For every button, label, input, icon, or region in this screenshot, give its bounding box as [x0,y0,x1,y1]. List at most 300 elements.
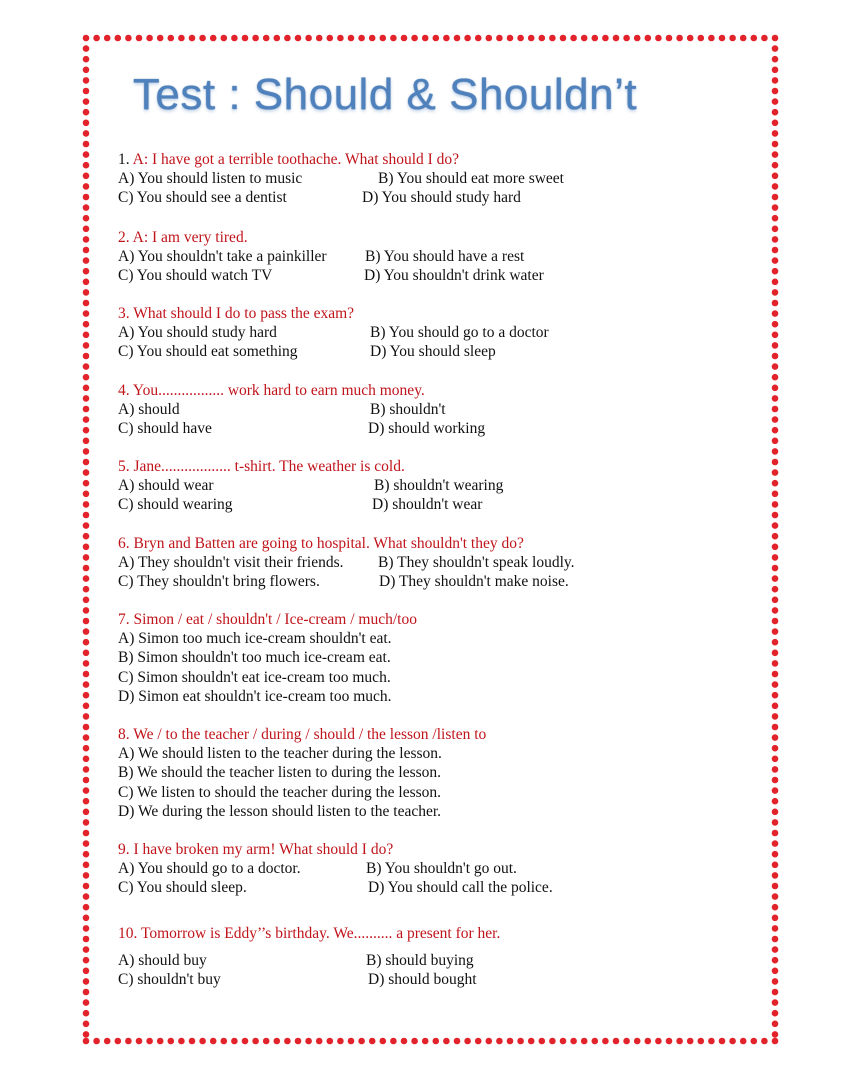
border-dot [83,713,90,720]
border-dot [231,35,238,42]
border-dot [772,385,779,392]
question-4-option-d[interactable]: D) should working [368,420,486,438]
border-dot [83,809,90,816]
question-4-option-b[interactable]: B) shouldn't [370,401,446,419]
border-dot [83,724,90,731]
border-dot [740,1038,747,1045]
question-10-text: 10. Tomorrow is Eddy’’s birthday. We.......... a present for her. [118,925,501,942]
border-dot [83,459,90,466]
question-4 [118,381,486,439]
border-dot [772,289,779,296]
border-dot [772,120,779,127]
border-dot [83,586,90,593]
border-dot [772,130,779,137]
border-dot [772,1021,779,1028]
question-9-option-d[interactable]: D) You should call the police. [368,879,553,897]
border-dot [83,300,90,307]
border-dot [83,893,90,900]
border-dot [83,385,90,392]
border-dot [178,1038,185,1045]
border-dot [560,1038,567,1045]
border-dot [83,787,90,794]
question-5-option-c[interactable]: C) should wearing [118,496,233,514]
border-dot [252,1038,259,1045]
border-dot [729,1038,736,1045]
border-dot [772,522,779,529]
border-dot [199,35,206,42]
border-dot [443,1038,450,1045]
border-dot [83,650,90,657]
border-dot [83,681,90,688]
border-dot [772,406,779,413]
question-6 [118,534,575,592]
border-dot [729,35,736,42]
border-dot [274,35,281,42]
border-dot [772,968,779,975]
border-dot [83,766,90,773]
border-dot [136,35,143,42]
page-title: Test : Should & Shouldn’t [132,70,638,119]
border-dot [337,35,344,42]
border-dot [772,395,779,402]
question-5-option-b[interactable]: B) shouldn't wearing [374,477,504,495]
border-dot [602,35,609,42]
border-dot [83,141,90,148]
question-2-text: 2. A: I am very tired. [118,229,248,246]
border-dot [772,618,779,625]
border-dot [719,1038,726,1045]
border-dot [772,204,779,211]
border-dot [539,1038,546,1045]
question-1-number: 1. [118,151,130,168]
border-dot [83,45,90,52]
border-dot [83,978,90,985]
border-dot [83,1031,90,1038]
question-6-option-c[interactable]: C) They shouldn't bring flowers. [118,573,320,591]
border-dot [422,35,429,42]
border-dot [83,597,90,604]
border-dot [83,999,90,1006]
border-dot [772,989,779,996]
border-dot [613,35,620,42]
border-dot [751,35,758,42]
question-10-option-d[interactable]: D) should bought [368,971,477,989]
question-7-option-d[interactable]: D) Simon eat shouldn't ice-cream too much. [118,687,392,705]
question-4-text: 4. You................. work hard to earn much money. [118,382,425,399]
question-10-option-a[interactable]: A) should buy [118,952,207,969]
border-dot [146,35,153,42]
border-dot [698,35,705,42]
border-dot [708,35,715,42]
question-3-option-d[interactable]: D) You should sleep [370,343,496,361]
question-9-option-c[interactable]: C) You should sleep. [118,879,247,897]
border-dot [655,1038,662,1045]
border-dot [539,35,546,42]
border-dot [761,1038,768,1045]
question-1-option-d[interactable]: D) You should study hard [362,189,521,207]
border-dot [549,1038,556,1045]
border-dot [231,1038,238,1045]
border-dot [83,756,90,763]
border-dot [83,35,90,42]
border-dot [83,173,90,180]
border-dot [390,35,397,42]
question-1-option-c[interactable]: C) You should see a dentist [118,189,287,207]
border-dot [83,130,90,137]
border-dot [772,353,779,360]
border-dot [93,35,100,42]
border-dot [719,35,726,42]
border-dot [115,35,122,42]
border-dot [751,1038,758,1045]
question-1-text [118,150,459,169]
border-dot [496,35,503,42]
border-dot [772,681,779,688]
border-dot [772,999,779,1006]
question-4-option-a[interactable]: A) should [118,401,180,419]
border-dot [613,1038,620,1045]
border-dot [645,35,652,42]
question-9-text: 9. I have broken my arm! What should I do? [118,841,394,858]
question-2-option-b[interactable]: B) You should have a rest [365,248,525,266]
border-dot [772,893,779,900]
border-dot [772,491,779,498]
border-dot [189,35,196,42]
border-dot [83,236,90,243]
border-dot [772,67,779,74]
border-dot [433,35,440,42]
border-dot [83,734,90,741]
border-dot [83,1021,90,1028]
border-dot [464,35,471,42]
border-dot [464,1038,471,1045]
border-dot [772,427,779,434]
border-dot [83,469,90,476]
border-dot [189,1038,196,1045]
border-dot [401,1038,408,1045]
border-dot [411,1038,418,1045]
question-3-text: 3. What should I do to pass the exam? [118,305,355,322]
border-dot [93,1038,100,1045]
border-dot [210,1038,217,1045]
border-dot [698,1038,705,1045]
border-dot [687,35,694,42]
border-dot [83,310,90,317]
border-dot [772,745,779,752]
question-3 [118,304,549,362]
border-dot [380,35,387,42]
border-dot [772,819,779,826]
border-dot [772,650,779,657]
border-dot [83,491,90,498]
border-dot [772,724,779,731]
border-dot [645,1038,652,1045]
border-dot [83,904,90,911]
border-dot [348,35,355,42]
border-dot [83,183,90,190]
border-dot [83,1038,90,1045]
border-dot [772,565,779,572]
border-dot [517,1038,524,1045]
question-10-option-c[interactable]: C) shouldn't buy [118,971,221,989]
border-dot [295,1038,302,1045]
border-dot [772,809,779,816]
border-dot [380,1038,387,1045]
question-10-options [118,951,477,989]
border-dot [83,480,90,487]
question-6-option-b[interactable]: B) They shouldn't speak loudly. [378,554,575,572]
border-dot [83,851,90,858]
border-dot [772,459,779,466]
border-dot [433,1038,440,1045]
border-dot [83,226,90,233]
question-3-option-c[interactable]: C) You should eat something [118,343,298,361]
border-dot [337,1038,344,1045]
border-dot [157,35,164,42]
border-dot [772,236,779,243]
border-dot [772,469,779,476]
question-6-option-a[interactable]: A) They shouldn't visit their friends. [118,554,344,572]
question-6-text: 6. Bryn and Batten are going to hospital. What shouldn't they do? [118,535,524,552]
question-9-option-a[interactable]: A) You should go to a doctor. [118,860,301,878]
border-dot [772,978,779,985]
border-dot [772,766,779,773]
border-dot [83,819,90,826]
border-dot [772,925,779,932]
question-1-option-a[interactable]: A) You should listen to music [118,170,303,188]
border-dot [772,840,779,847]
border-dot [221,35,228,42]
border-dot [772,607,779,614]
border-dot [221,1038,228,1045]
border-dot [560,35,567,42]
question-8-option-c[interactable]: C) We listen to should the teacher during the lesson. [118,783,442,801]
question-8 [118,725,486,821]
border-dot [168,1038,175,1045]
question-2-option-a[interactable]: A) You shouldn't take a painkiller [118,248,327,266]
border-dot [199,1038,206,1045]
border-dot [327,1038,334,1045]
border-dot [83,745,90,752]
border-dot [772,904,779,911]
question-10-option-b[interactable]: B) should buying [366,952,474,969]
question-5-option-a[interactable]: A) should wear [118,477,214,495]
border-dot [772,533,779,540]
border-dot [422,1038,429,1045]
border-dot [83,321,90,328]
border-dot [708,1038,715,1045]
border-dot [157,1038,164,1045]
border-dot [348,1038,355,1045]
question-7-option-b[interactable]: B) Simon shouldn't too much ice-cream eat. [118,649,391,667]
border-dot [772,183,779,190]
border-dot [83,671,90,678]
border-dot [772,936,779,943]
border-dot [772,692,779,699]
border-dot [772,756,779,763]
border-dot [772,162,779,169]
border-dot [83,56,90,63]
border-dot [666,35,673,42]
border-dot [83,247,90,254]
question-2 [118,228,544,286]
border-dot [772,957,779,964]
border-dot [772,77,779,84]
border-dot [772,151,779,158]
question-7-option-a[interactable]: A) Simon too much ice-cream shouldn't eat. [118,630,392,648]
border-dot [772,257,779,264]
border-dot [274,1038,281,1045]
border-dot [772,777,779,784]
border-dot [772,798,779,805]
border-dot [772,628,779,635]
border-dot [496,1038,503,1045]
border-dot [83,448,90,455]
border-dot [83,395,90,402]
border-dot [83,332,90,339]
border-dot [507,1038,514,1045]
border-dot [83,872,90,879]
question-3-option-b[interactable]: B) You should go to a doctor [370,324,549,342]
border-dot [83,512,90,519]
border-dot [486,35,493,42]
border-dot [83,363,90,370]
border-dot [772,109,779,116]
border-dot [83,830,90,837]
question-5-text: 5. Jane.................. t-shirt. The weather is cold. [118,458,405,475]
border-dot [570,35,577,42]
border-dot [772,480,779,487]
border-dot [83,565,90,572]
border-dot [210,35,217,42]
border-dot [83,798,90,805]
border-dot [178,35,185,42]
border-dot [358,1038,365,1045]
border-dot [305,1038,312,1045]
question-3-option-a[interactable]: A) You should study hard [118,324,277,342]
border-dot [83,342,90,349]
border-dot [772,88,779,95]
border-dot [369,35,376,42]
border-dot [327,35,334,42]
border-dot [772,1031,779,1038]
question-5-option-d[interactable]: D) shouldn't wear [372,496,483,514]
border-dot [83,501,90,508]
question-8-text: 8. We / to the teacher / during / should / the lesson /listen to [118,726,487,743]
border-dot [772,268,779,275]
question-8-option-b[interactable]: B) We should the teacher listen to during the lesson. [118,764,442,782]
border-dot [443,35,450,42]
border-dot [517,35,524,42]
border-dot [772,321,779,328]
border-dot [168,35,175,42]
border-dot [761,35,768,42]
border-dot [390,1038,397,1045]
border-dot [83,936,90,943]
border-dot [772,862,779,869]
border-dot [475,35,482,42]
question-10 [118,924,500,943]
border-dot [454,1038,461,1045]
border-dot [83,438,90,445]
border-dot [83,840,90,847]
border-dot [772,1010,779,1017]
border-dot [83,703,90,710]
border-dot [772,279,779,286]
border-dot [83,416,90,423]
border-dot [83,279,90,286]
question-8-option-a[interactable]: A) We should listen to the teacher during the lesson. [118,745,442,763]
border-dot [83,194,90,201]
border-dot [772,851,779,858]
border-dot [284,35,291,42]
question-7-option-c[interactable]: C) Simon shouldn't eat ice-cream too much. [118,668,391,686]
border-dot [284,1038,291,1045]
question-8-option-d[interactable]: D) We during the lesson should listen to the teacher. [118,802,442,820]
border-dot [83,151,90,158]
border-dot [676,1038,683,1045]
border-dot [83,268,90,275]
border-dot [772,501,779,508]
border-dot [772,215,779,222]
border-dot [83,607,90,614]
border-dot [454,35,461,42]
question-7-text: 7. Simon / eat / shouldn't / Ice-cream / much/too [118,611,417,628]
border-dot [634,35,641,42]
border-dot [772,915,779,922]
border-dot [772,512,779,519]
border-dot [570,1038,577,1045]
border-dot [83,554,90,561]
question-6-option-d[interactable]: D) They shouldn't make noise. [379,573,569,591]
border-dot [295,35,302,42]
border-dot [83,628,90,635]
question-4-option-c[interactable]: C) should have [118,420,212,438]
border-dot [772,639,779,646]
border-dot [772,226,779,233]
border-dot [83,968,90,975]
border-dot [772,45,779,52]
border-dot [83,162,90,169]
border-dot [252,35,259,42]
border-dot [772,544,779,551]
border-dot [104,35,111,42]
border-dot [623,1038,630,1045]
border-dot [623,35,630,42]
border-dot [581,1038,588,1045]
border-dot [602,1038,609,1045]
border-dot [581,35,588,42]
border-dot [83,533,90,540]
border-dot [772,438,779,445]
border-dot [369,1038,376,1045]
border-dot [528,1038,535,1045]
border-dot [83,120,90,127]
border-dot [411,35,418,42]
question-1-option-b[interactable]: B) You should eat more sweet [378,170,564,188]
border-dot [740,35,747,42]
question-2-option-c[interactable]: C) You should watch TV [118,267,273,285]
border-dot [772,703,779,710]
question-9-option-b[interactable]: B) You shouldn't go out. [366,860,517,878]
border-dot [242,1038,249,1045]
border-dot [263,35,270,42]
border-dot [83,522,90,529]
border-dot [772,883,779,890]
question-2-option-d[interactable]: D) You shouldn't drink water [364,267,544,285]
border-dot [83,915,90,922]
border-dot [772,713,779,720]
